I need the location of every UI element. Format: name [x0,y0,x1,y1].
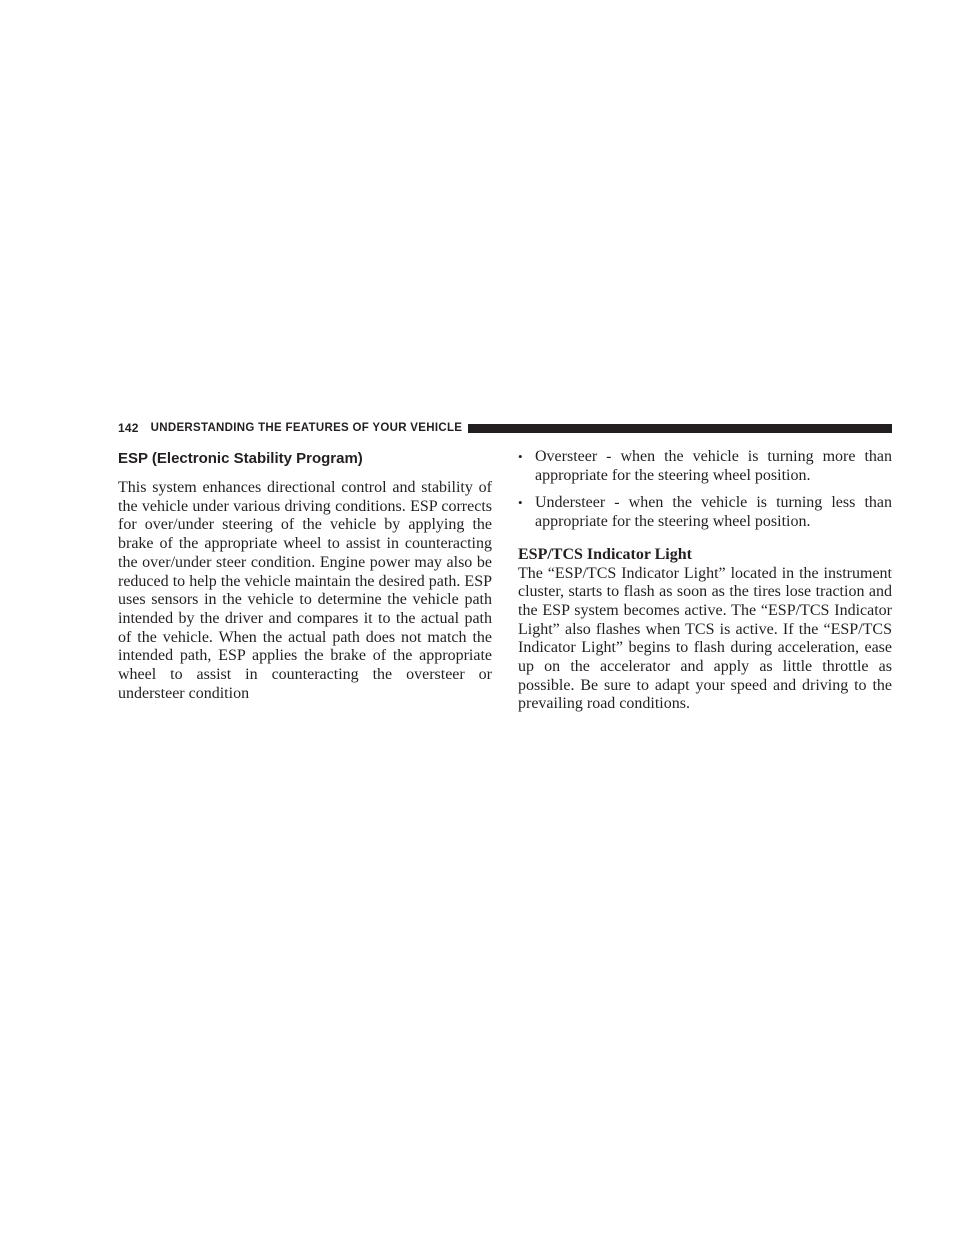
list-item [518,448,892,485]
section-title: UNDERSTANDING THE FEATURES OF YOUR VEHICLE [150,421,463,434]
list-item [518,494,892,531]
header-rule [468,424,892,433]
indicator-light-description: The “ESP/TCS Indicator Light” located in the instrument cluster, starts to flash as soon as the tires lose traction and the ESP system becomes active. The “ESP/TCS Indicator Light” also flashes when TCS is active. If the “ESP/TCS Indicator Light” begins to flash during acceleration, ease up on the accelerator and apply as little throttle as possible. Be sure to adapt your speed and driving to the prevailing road conditions. [518,564,892,713]
steer-bullet-list [518,448,892,532]
bullet-icon: • [518,449,523,464]
page-number: 142 [118,420,139,435]
bullet-icon: • [518,495,523,511]
esp-heading: ESP (Electronic Stability Program) [118,450,363,467]
left-column [118,448,492,703]
right-column [518,448,892,714]
bullet-text: Oversteer - when the vehicle is turning more than appropriate for the steering wheel position. [535,448,892,484]
esp-description: This system enhances directional control and stability of the vehicle under various driving conditions. ESP corrects for over/under steering of the vehicle by applying the brake of the appropriate wheel to assist in counteracting the over/under steer condition. Engine power may also be reduced to help the vehicle maintain the desired path. ESP uses sensors in the vehicle to determine the vehicle path intended by the driver and compares it to the actual path of the vehicle. When the actual path does not match the intended path, ESP applies the brake of the appropriate wheel to assist in counteracting the oversteer or understeer condition [118,479,492,702]
indicator-light-heading: ESP/TCS Indicator Light [518,545,692,563]
bullet-text: Understeer - when the vehicle is turning less than appropriate for the steering wheel position. [535,494,892,531]
page-header [118,419,892,436]
